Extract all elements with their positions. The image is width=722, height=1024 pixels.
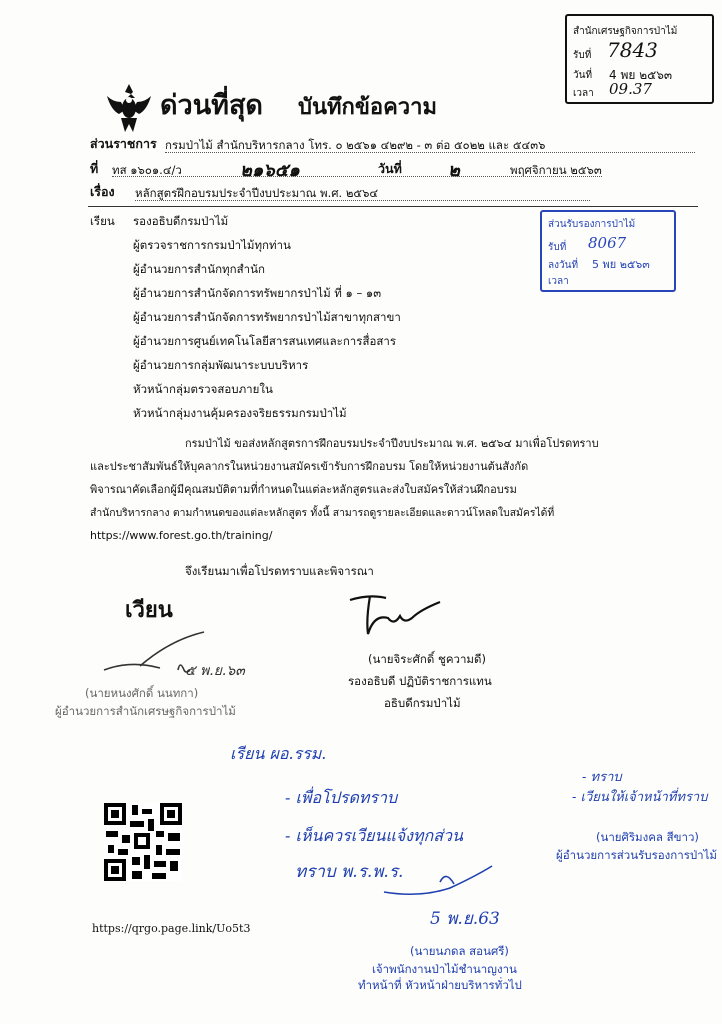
header-divider	[88, 206, 698, 207]
recipient-item: ผู้อำนวยการสำนักจัดการทรัพยากรป่าไม้สาขาทุกสาขา	[133, 310, 401, 324]
body-line: สำนักบริหารกลาง ตามกำหนดของแต่ละหลักสูตร ทั้งนี้ สามารถดูรายละเอียดและดาวน์โหลดใบสมัครได้ที่	[90, 507, 555, 519]
note-right: - เวียนให้เจ้าหน้าที่ทราบ	[572, 790, 708, 805]
center-signature-graphic	[380, 862, 500, 902]
date-rest: พฤศจิกายน ๒๕๖๓	[510, 163, 602, 177]
agency-value: กรมป่าไม้ สำนักบริหารกลาง โทร. ๐ ๒๕๖๑ ๔๒๙๒ - ๓ ต่อ ๕๐๒๒ และ ๕๔๓๖	[165, 138, 695, 153]
urgent-label: ด่วนที่สุด	[160, 90, 263, 121]
note-center: - เพื่อโปรดทราบ	[285, 788, 398, 807]
ref-number: ๒๑๖๕๑	[240, 160, 300, 181]
stamp-blue-recv-no: 8067	[588, 234, 627, 252]
stamp-blue-date-value: 5 พย ๒๕๖๓	[592, 258, 650, 271]
signatory-name: (นายจิระศักดิ์ ชูความดี)	[368, 652, 486, 666]
memo-title: บันทึกข้อความ	[298, 95, 438, 120]
body-line: กรมป่าไม้ ขอส่งหลักสูตรการฝึกอบรมประจำปีงบประมาณ พ.ศ. ๒๕๖๔ มาเพื่อโปรดทราบ	[185, 437, 599, 450]
ref-dotline	[112, 176, 602, 177]
stamp-top-time-value: 09.37	[609, 80, 652, 98]
qr-code-icon	[104, 803, 182, 881]
qr-url-text: https://qrgo.page.link/Uo5t3	[92, 922, 251, 935]
stamp-blue-recv-label: รับที่	[548, 242, 567, 253]
bottom-sign-position2: ทำหน้าที่ หัวหน้าฝ่ายบริหารทั่วไป	[358, 978, 522, 992]
stamp-blue-office: ส่วนรับรองการป่าไม้	[548, 219, 636, 230]
stamp-top-date-value: 4 พย ๒๕๖๓	[609, 68, 673, 82]
recipient-item: ผู้อำนวยการศูนย์เทคโนโลยีสารสนเทศและการสื่อสาร	[133, 334, 397, 348]
training-url: https://www.forest.go.th/training/	[90, 529, 273, 542]
receiving-stamp-top	[565, 14, 714, 104]
bottom-sign-position1: เจ้าพนักงานป่าไม้ชำนาญงาน	[372, 962, 517, 976]
left-sign-position: ผู้อำนวยการสำนักเศรษฐกิจการป่าไม้	[55, 704, 236, 718]
signatory-position2: อธิบดีกรมป่าไม้	[384, 696, 461, 710]
subject-label: เรื่อง	[90, 184, 115, 199]
main-signature-graphic	[340, 590, 450, 640]
recipient-item: ผู้ตรวจราชการกรมป่าไม้ทุกท่าน	[133, 238, 291, 252]
receiving-stamp-blue	[540, 210, 676, 292]
circulate-label: เวียน	[125, 598, 173, 623]
recipient-item: ผู้อำนวยการกลุ่มพัฒนาระบบบริหาร	[133, 358, 309, 372]
stamp-top-recv-no: 7843	[607, 38, 658, 62]
left-sign-name: (นายหนงศักดิ์ นนทกา)	[85, 686, 199, 700]
recipient-item: หัวหน้ากลุ่มตรวจสอบภายใน	[133, 382, 273, 396]
closing-line: จึงเรียนมาเพื่อโปรดทราบและพิจารณา	[185, 564, 374, 578]
date-label: วันที่	[378, 161, 402, 176]
body-line: พิจารณาคัดเลือกผู้มีคุณสมบัติตามที่กำหนดในแต่ละหลักสูตรและส่งใบสมัครให้ส่วนฝึกอบรม	[90, 483, 517, 496]
subject-value: หลักสูตรฝึกอบรมประจำปีงบประมาณ พ.ศ. ๒๕๖๔	[135, 186, 590, 201]
note-right: - ทราบ	[582, 770, 622, 785]
stamp-top-office: สำนักเศรษฐกิจการป่าไม้	[573, 26, 678, 37]
body-line: และประชาสัมพันธ์ให้บุคลากรในหน่วยงานสมัครเข้ารับการฝึกอบรม โดยให้หน่วยงานต้นสังกัด	[90, 460, 529, 473]
garuda-emblem-icon	[103, 80, 155, 136]
recipient-item: ผู้อำนวยการสำนักทุกสำนัก	[133, 262, 265, 276]
agency-label: ส่วนราชการ	[90, 136, 157, 151]
recipient-item: รองอธิบดีกรมป่าไม้	[133, 214, 229, 228]
note-center: - เห็นควรเวียนแจ้งทุกส่วน	[285, 826, 463, 845]
recipient-item: หัวหน้ากลุ่มงานคุ้มครองจริยธรรมกรมป่าไม้	[133, 406, 347, 420]
recipient-item: ผู้อำนวยการสำนักจัดการทรัพยากรป่าไม้ ที่ ๑ – ๑๓	[133, 286, 382, 300]
stamp-blue-time-label: เวลา	[548, 276, 569, 287]
bottom-sign-name: (นายนภดล สอนศรี)	[410, 944, 509, 958]
note-center: ทราบ พ.ร.พ.ร.	[295, 862, 404, 882]
note-center-date: 5 พ.ย.63	[430, 909, 500, 929]
right-sign-name: (นายศิริมงคล สีขาว)	[596, 830, 699, 844]
right-sign-position: ผู้อำนวยการส่วนรับรองการป่าไม้	[556, 848, 717, 862]
stamp-top-time-label: เวลา	[573, 88, 594, 99]
ref-label: ที่	[90, 161, 99, 176]
stamp-top-recv-label: รับที่	[573, 50, 592, 61]
signatory-position1: รองอธิบดี ปฏิบัติราชการแทน	[348, 674, 492, 688]
date-day: ๒	[448, 160, 460, 181]
ref-value: ทส ๑๖๐๑.๔/ว	[112, 163, 182, 177]
note-center: เรียน ผอ.รรม.	[230, 744, 327, 763]
left-sign-handwritten-date: ๕ พ.ย.๖๓	[185, 663, 245, 679]
recipients-label: เรียน	[90, 214, 115, 228]
stamp-top-date-label: วันที่	[573, 70, 593, 81]
stamp-blue-date-label: ลงวันที่	[548, 260, 579, 271]
